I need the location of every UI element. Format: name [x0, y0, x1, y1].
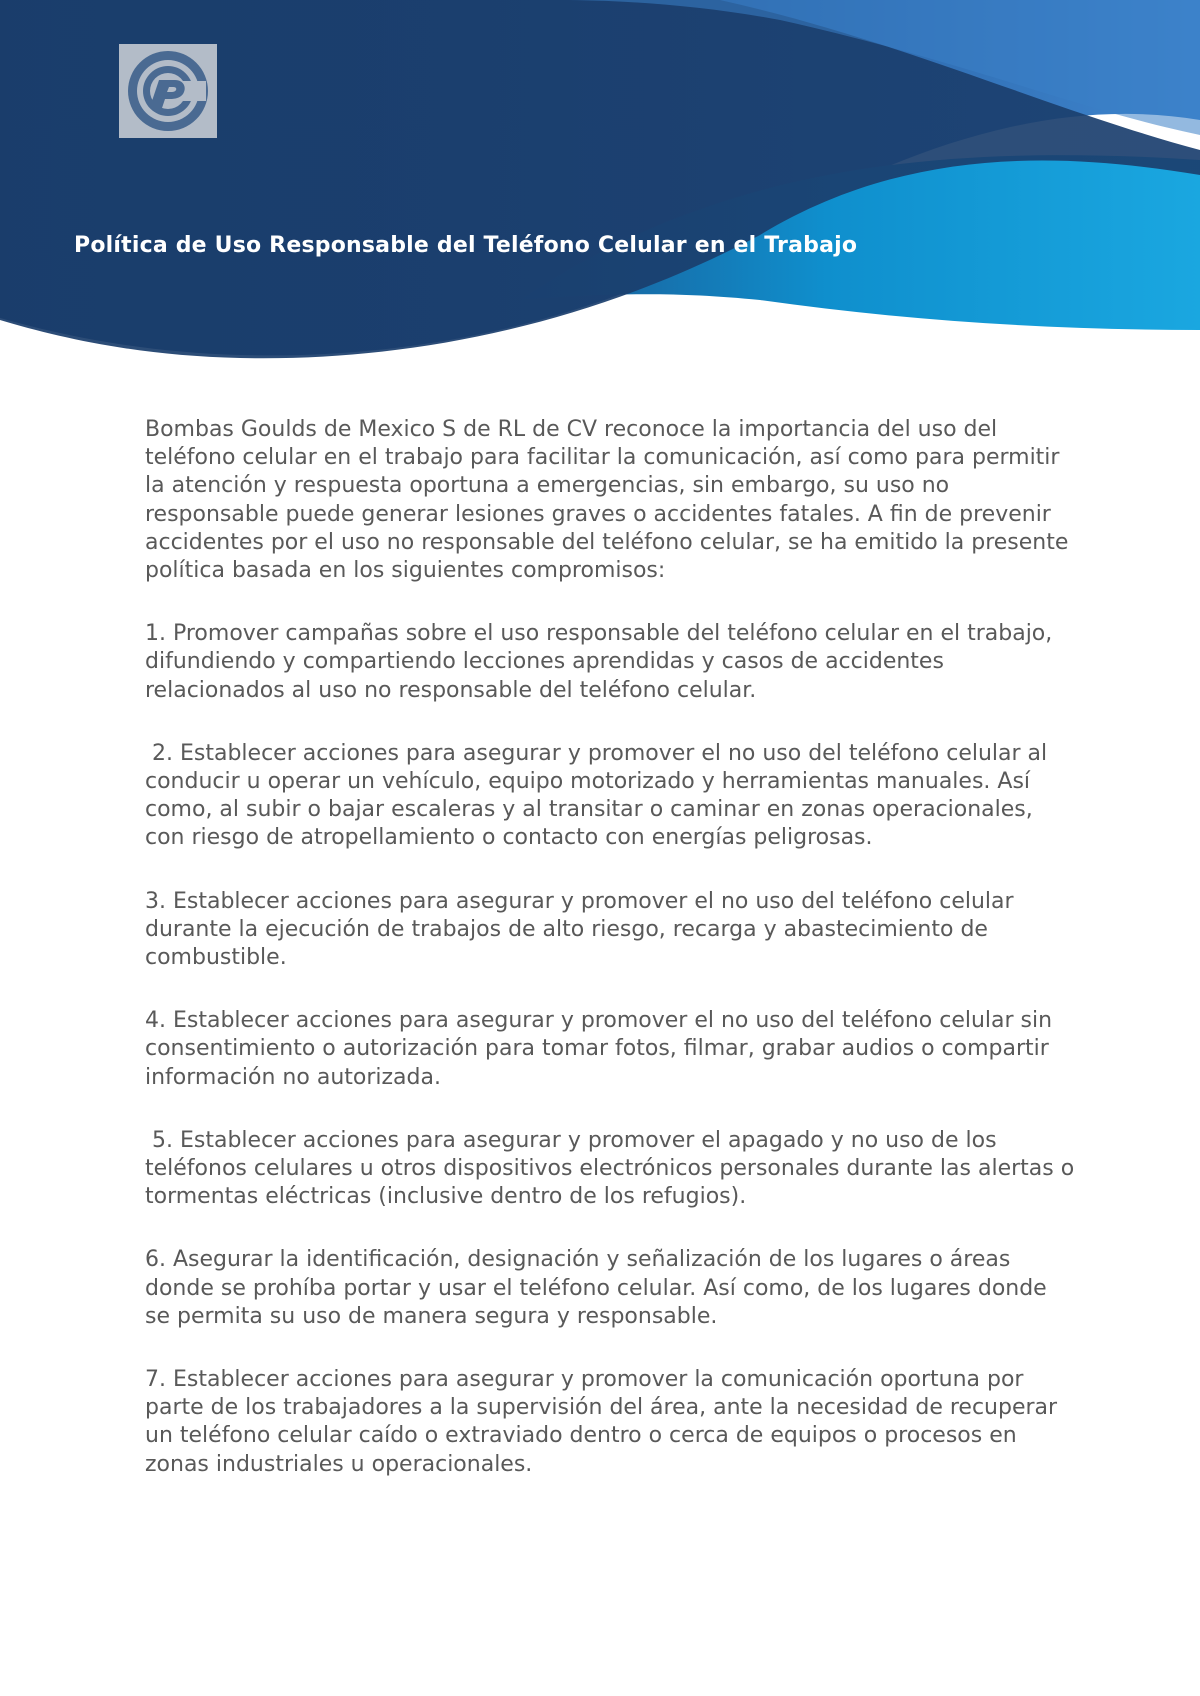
commitment-item: 3. Establecer acciones para asegurar y promover el no uso del teléfono celular durante la ejecución de trabajos de alto riesgo, recarga y abastecimiento de combustible. [145, 888, 1014, 971]
page-title: Política de Uso Responsable del Teléfono Celular en el Trabajo [74, 233, 858, 258]
commitment-item: 7. Establecer acciones para asegurar y promover la comunicación oportuna por parte de los trabajadores a la supervisión del área, ante la necesidad de recuperar un teléfono celular caído o extraviado dentro o cerca de equipos o procesos en zonas industriales u operacionales. [145, 1367, 1058, 1477]
company-logo [119, 44, 217, 138]
commitment-item: 2. Establecer acciones para asegurar y promover el no uso del teléfono celular al conducir u operar un vehículo, equipo motorizado y herramientas manuales. Así como, al subir o bajar escaleras y al transitar o caminar en zonas operacionales, con riesgo de atropellamiento o contacto con energías peligrosas. [145, 740, 1055, 851]
intro-paragraph: Bombas Goulds de Mexico S de RL de CV reconoce la importancia del uso del teléfono celular en el trabajo para facilitar la comunicación, así como para permitir la atención y respuesta oportuna a emergencias, sin embargo, su uso no responsable puede generar lesiones graves o accidentes fatales. A fin de prevenir accidentes por el uso no responsable del teléfono celular, se ha emitido la presente política basada en los siguientes compromisos: [145, 417, 1069, 584]
policy-body [145, 416, 1082, 1514]
header-banner [0, 0, 1200, 380]
company-logo-icon [119, 44, 217, 138]
commitment-item: 4. Establecer acciones para asegurar y promover el no uso del teléfono celular sin consentimiento o autorización para tomar fotos, filmar, grabar audios o compartir información no autorizada. [145, 1008, 1053, 1090]
commitment-item: 6. Asegurar la identificación, designación y señalización de los lugares o áreas donde se prohíba portar y usar el teléfono celular. Así como, de los lugares donde se permita su uso de manera segura y responsable. [145, 1247, 1047, 1329]
commitment-item: 5. Establecer acciones para asegurar y promover el apagado y no uso de los teléfonos celulares u otros dispositivos electrónicos personales durante las alertas o tormentas eléctricas (inclusive dentro de los refugios). [145, 1127, 1082, 1210]
commitment-item: 1. Promover campañas sobre el uso responsable del teléfono celular en el trabajo, difundiendo y compartiendo lecciones aprendidas y casos de accidentes relacionados al uso no responsable del teléfono celular. [145, 621, 1053, 703]
